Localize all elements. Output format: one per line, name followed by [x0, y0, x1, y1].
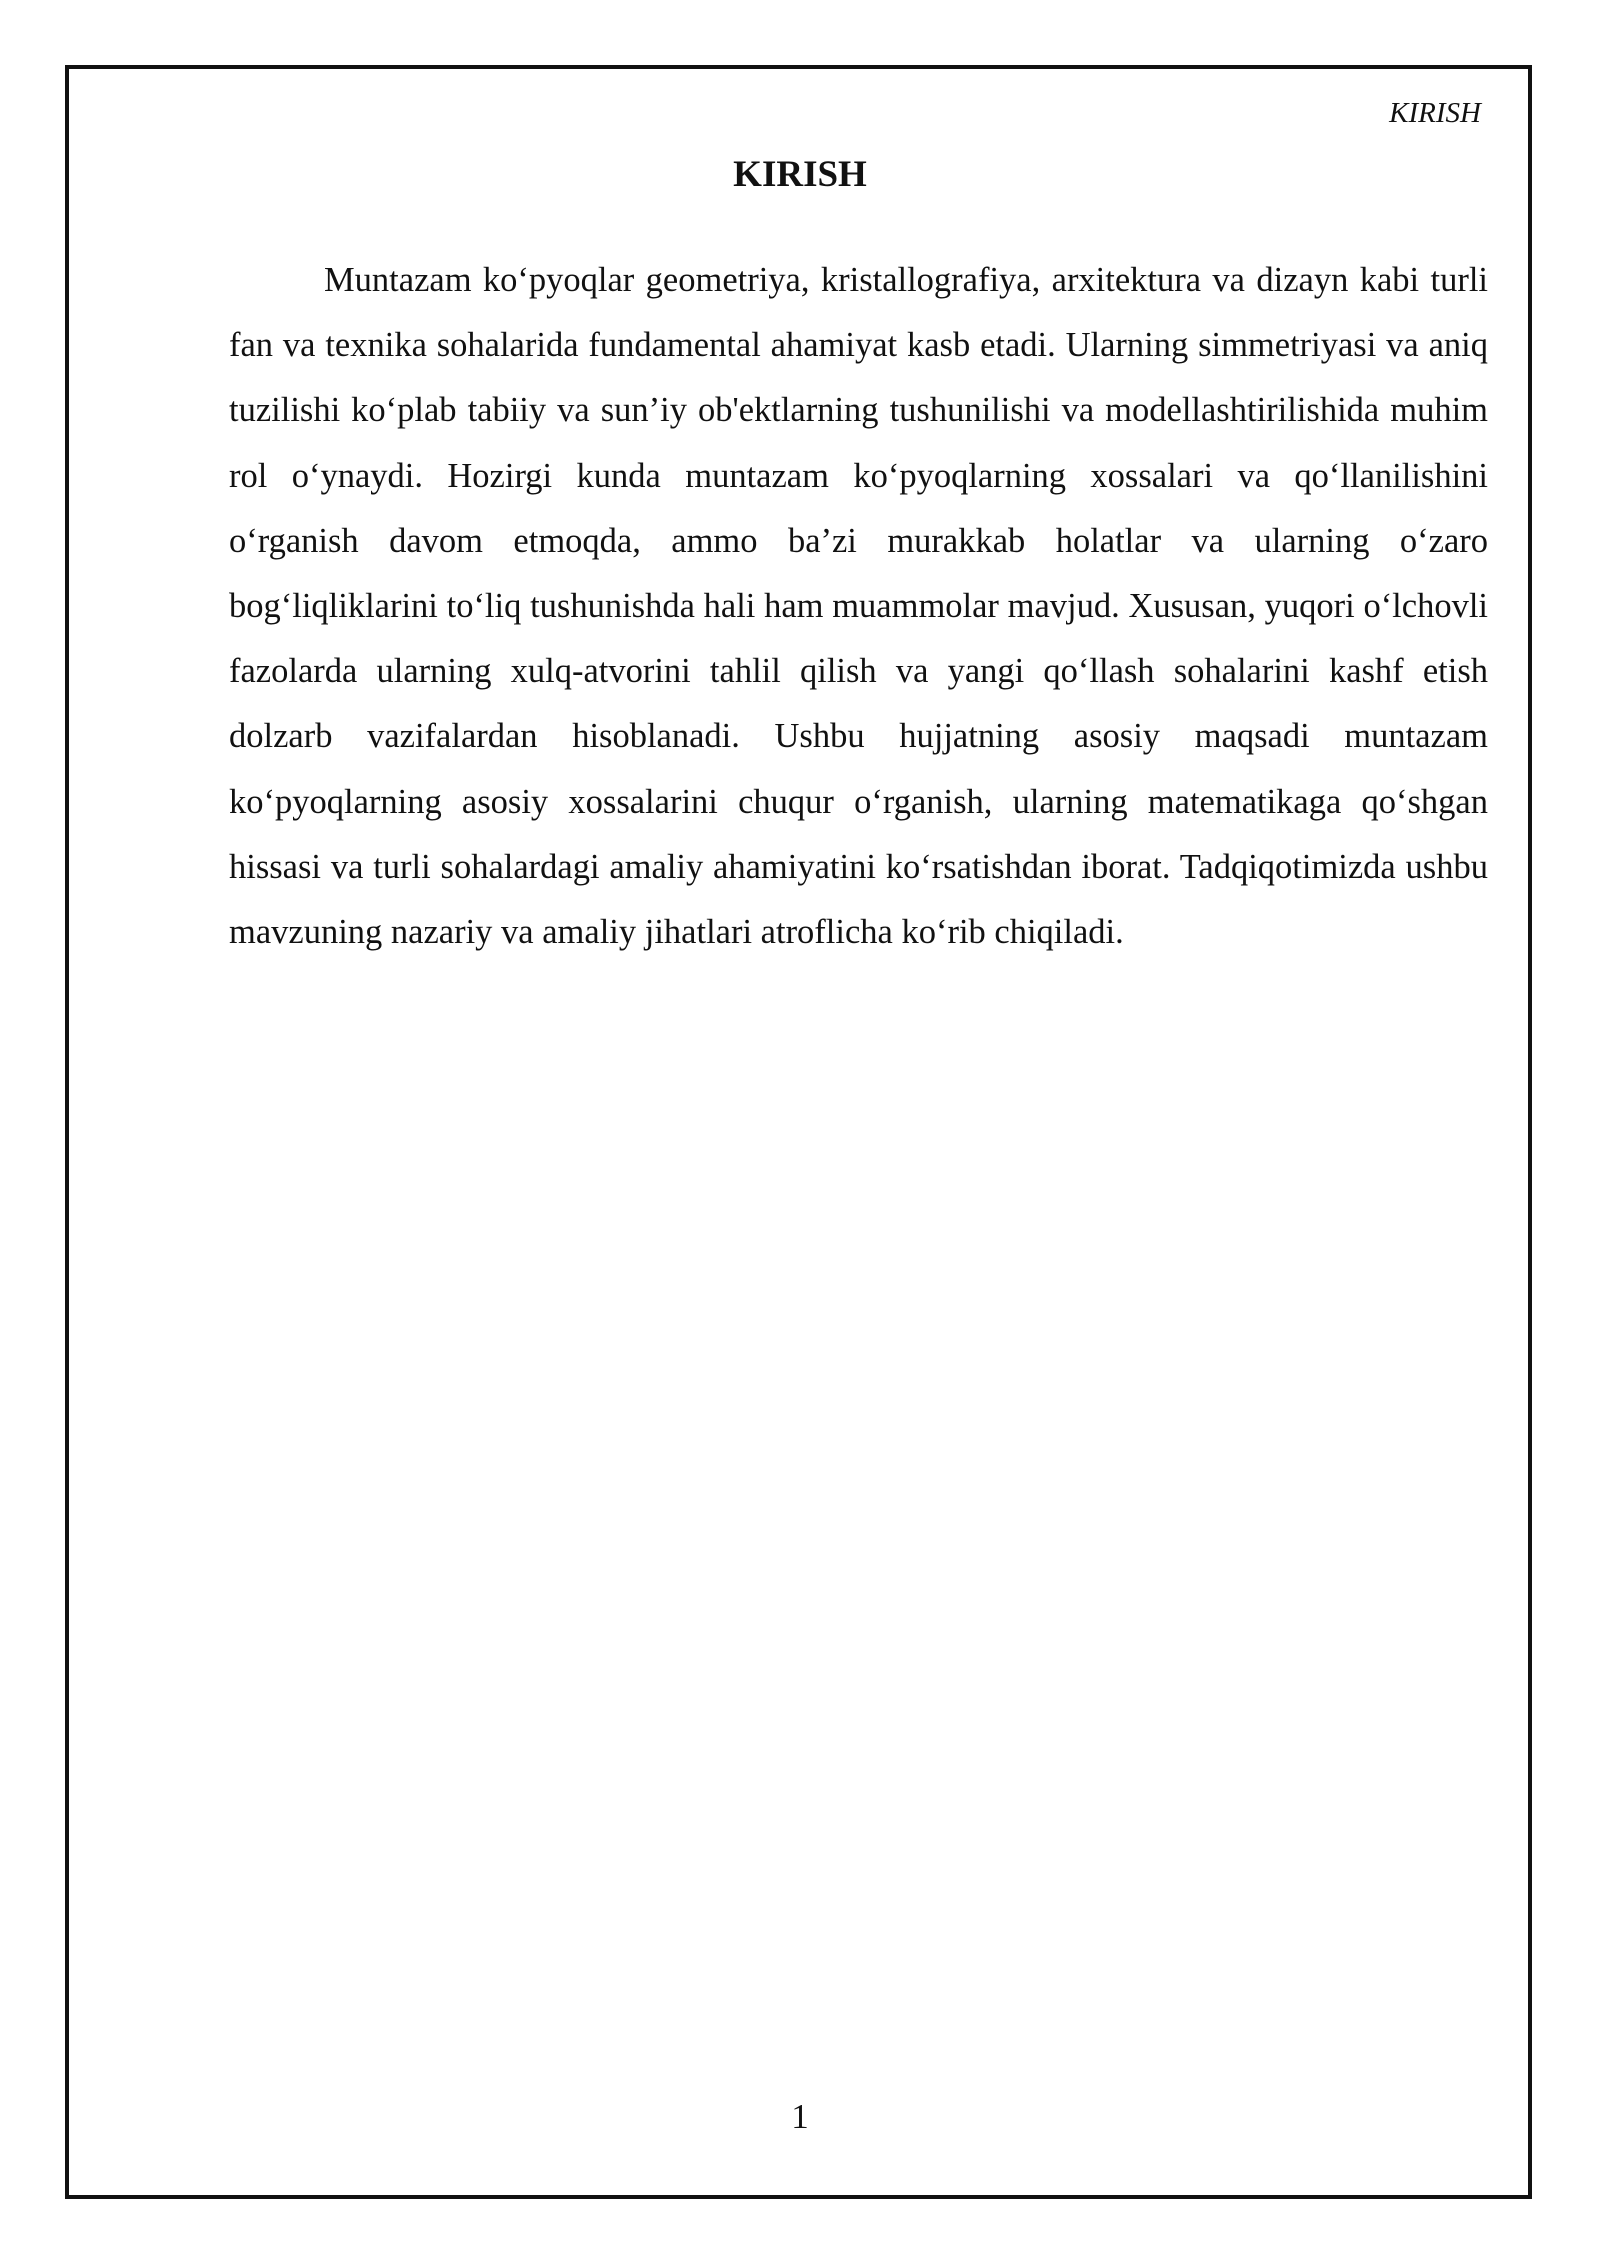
page-title: KIRISH	[733, 154, 867, 195]
body-paragraph: Muntazam ko‘pyoqlar geometriya, kristallografiya, arxitektura va dizayn kabi turli fan va texnika sohalarida fundamental ahamiyat kasb etadi. Ularning simmetriyasi va aniq tuzilishi ko‘plab tabiiy va sun’iy ob'ektlarning tushunilishi va modellashtirilishida muhim rol o‘ynaydi. Hozirgi kunda muntazam ko‘pyoqlarning xossalari va qo‘llanilishini o‘rganish davom etmoqda, ammo ba’zi murakkab holatlar va ularning o‘zaro bog‘liqliklarini to‘liq tushunishda hali ham muammolar mavjud. Xususan, yuqori o‘lchovli fazolarda ularning xulq-atvorini tahlil qilish va yangi qo‘llash sohalarini kashf etish dolzarb vazifalardan hisoblanadi. Ushbu hujjatning asosiy maqsadi muntazam ko‘pyoqlarning asosiy xossalarini chuqur o‘rganish, ularning matematikaga qo‘shgan hissasi va turli sohalardagi amaliy ahamiyatini ko‘rsatishdan iborat. Tadqiqotimizda ushbu mavzuning nazariy va amaliy jihatlari atroflicha ko‘rib chiqiladi.	[229, 261, 1488, 952]
page-number: 1	[791, 2097, 809, 2136]
running-header: KIRISH	[1389, 97, 1481, 129]
